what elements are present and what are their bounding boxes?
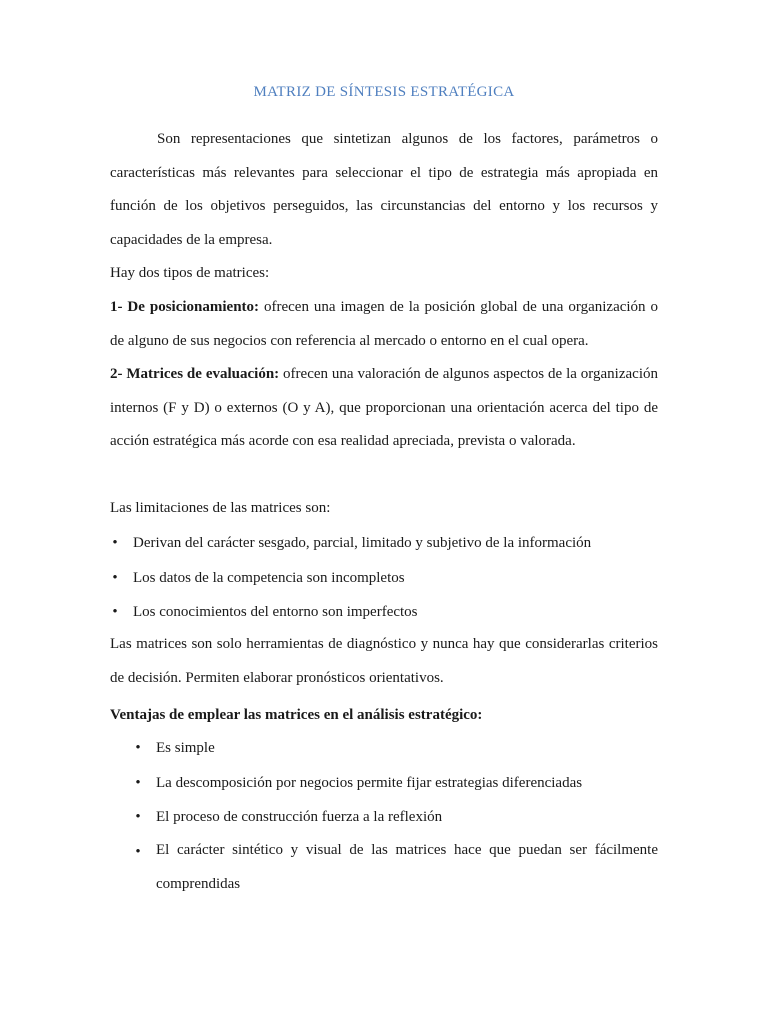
bullet-icon: • xyxy=(135,775,141,791)
bullet-icon: • xyxy=(135,740,141,756)
type1-label: 1- De posicionamiento: xyxy=(110,299,260,315)
limitations-heading: Las limitaciones de las matrices son: xyxy=(110,500,331,516)
intro-paragraph: Son representaciones que sintetizan algunos de los factores, parámetros o características más relevantes para seleccionar el tipo de estrategia más apropiada en función de los objetivos perseguidos, las circunstancias del entorno y los recursos y capacidades de la empresa. xyxy=(110,131,658,248)
limitation-text: Los conocimientos del entorno son imperfectos xyxy=(133,604,418,620)
type2-label: 2- Matrices de evaluación: xyxy=(110,366,280,382)
limitation-text: Derivan del carácter sesgado, parcial, limitado y subjetivo de la información xyxy=(133,535,592,551)
advantages-heading: Ventajas de emplear las matrices en el análisis estratégico: xyxy=(110,707,483,723)
bullet-icon: • xyxy=(112,535,118,551)
advantage-text: El carácter sintético y visual de las matrices hace que puedan ser fácilmente comprendidas xyxy=(156,842,658,892)
bullet-icon: • xyxy=(112,604,118,620)
types-heading: Hay dos tipos de matrices: xyxy=(110,265,270,281)
type2-paragraph xyxy=(110,358,658,459)
type1-text: ofrecen una imagen de la posición global de una organización o de alguno de sus negocios con referencia al mercado o entorno en el cual opera. xyxy=(110,299,658,349)
limitation-text: Los datos de la competencia son incompletos xyxy=(133,570,405,586)
type2-text: ofrecen una valoración de algunos aspectos de la organización internos (F y D) o externos (O y A), que proporcionan una orientación acerca del tipo de acción estratégica más acorde con esa realidad apreciada, prevista o valorada. xyxy=(110,366,658,450)
page-title: MATRIZ DE SÍNTESIS ESTRATÉGICA xyxy=(253,84,515,100)
advantage-text: El proceso de construcción fuerza a la reflexión xyxy=(156,809,443,825)
bullet-icon: • xyxy=(135,809,141,825)
advantage-text: La descomposición por negocios permite fijar estrategias diferenciadas xyxy=(156,775,583,791)
bullet-icon: • xyxy=(135,844,141,860)
note-paragraph: Las matrices son solo herramientas de diagnóstico y nunca hay que considerarlas criterios de decisión. Permiten elaborar pronósticos orientativos. xyxy=(110,636,658,686)
bullet-icon: • xyxy=(112,570,118,586)
advantage-text: Es simple xyxy=(156,740,215,756)
type1-paragraph xyxy=(110,291,658,358)
